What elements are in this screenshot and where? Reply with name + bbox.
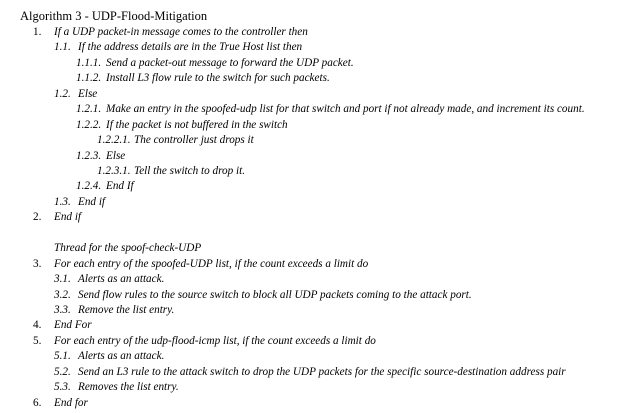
algorithm-line: [76, 179, 134, 193]
line-number: 1.3.: [54, 196, 71, 208]
algorithm-line: [54, 303, 174, 317]
algorithm-line: [33, 25, 308, 39]
line-text: Make an entry in the spoofed-udp list for that switch and port if not already made, and increment its count.: [106, 103, 585, 115]
line-number: 5.3.: [54, 381, 71, 393]
line-number: 1.2.4.: [76, 180, 102, 192]
line-text: Send an L3 rule to the attack switch to drop the UDP packets for the specific source-destination address pair: [78, 366, 566, 378]
thread-heading: [54, 241, 201, 255]
algorithm-line: [97, 164, 245, 178]
algorithm-line: [33, 334, 376, 348]
line-text: Removes the list entry.: [78, 381, 179, 393]
line-text: Remove the list entry.: [78, 304, 175, 316]
line-number: 1.2.2.1.: [97, 134, 131, 146]
algorithm-line: [54, 349, 164, 363]
algorithm-title: Algorithm 3 - UDP-Flood-Mitigation: [20, 9, 208, 23]
line-number: 5.: [33, 335, 42, 347]
algorithm-line: [33, 396, 88, 410]
algorithm-line: [54, 40, 302, 54]
line-number: 1.2.3.1.: [97, 165, 131, 177]
line-number: 1.2.: [54, 88, 71, 100]
line-number: 3.1.: [54, 273, 71, 285]
line-text: Else: [106, 150, 126, 162]
line-text: If the address details are in the True Host list then: [78, 41, 303, 53]
line-number: 1.2.2.: [76, 119, 102, 131]
algorithm-line: [54, 87, 97, 101]
line-text: Alerts as an attack.: [78, 273, 165, 285]
line-number: 3.: [33, 258, 42, 270]
line-text: Send flow rules to the source switch to block all UDP packets coming to the attack port.: [78, 289, 472, 301]
algorithm-line: [76, 102, 585, 116]
algorithm-line: [76, 56, 354, 70]
algorithm-line: [54, 380, 179, 394]
line-text: End if: [78, 196, 106, 208]
line-text: Send a packet-out message to forward the UDP packet.: [106, 57, 354, 69]
line-text: For each entry of the spoofed-UDP list, if the count exceeds a limit do: [54, 258, 369, 270]
line-number: 2.: [33, 211, 42, 223]
line-text: End If: [106, 180, 134, 192]
line-number: 3.3.: [54, 304, 71, 316]
algorithm-line: [33, 210, 81, 224]
line-number: 5.1.: [54, 350, 71, 362]
algorithm-line: [33, 257, 368, 271]
line-text: If the packet is not buffered in the switch: [106, 119, 288, 131]
algorithm-line: [76, 71, 330, 85]
line-number: 4.: [33, 319, 42, 331]
line-number: 6.: [33, 397, 42, 409]
line-text: Else: [78, 88, 98, 100]
algorithm-line: [97, 133, 254, 147]
line-text: The controller just drops it: [134, 134, 254, 146]
line-number: 1.2.1.: [76, 103, 102, 115]
line-number: 5.2.: [54, 366, 71, 378]
algorithm-line: [54, 272, 164, 286]
line-number: 1.2.3.: [76, 150, 102, 162]
algorithm-line: [33, 318, 92, 332]
algorithm-line: [54, 195, 105, 209]
line-text: End if: [54, 211, 82, 223]
line-text: Tell the switch to drop it.: [134, 165, 246, 177]
line-text: For each entry of the udp-flood-icmp list, if the count exceeds a limit do: [54, 335, 376, 347]
line-number: 1.1.: [54, 41, 71, 53]
line-text: Alerts as an attack.: [78, 350, 165, 362]
line-number: 3.2.: [54, 289, 71, 301]
algorithm-line: [54, 288, 472, 302]
line-text: If a UDP packet-in message comes to the controller then: [54, 26, 308, 38]
algorithm-line: [54, 365, 566, 379]
line-text: End for: [54, 397, 88, 409]
algorithm-line: [76, 149, 125, 163]
line-number: 1.1.2.: [76, 72, 102, 84]
line-number: 1.: [33, 26, 42, 38]
line-number: 1.1.1.: [76, 57, 102, 69]
line-text: Install L3 flow rule to the switch for such packets.: [106, 72, 330, 84]
line-text: Thread for the spoof-check-UDP: [54, 242, 202, 254]
algorithm-line: [76, 118, 288, 132]
line-text: End For: [54, 319, 92, 331]
